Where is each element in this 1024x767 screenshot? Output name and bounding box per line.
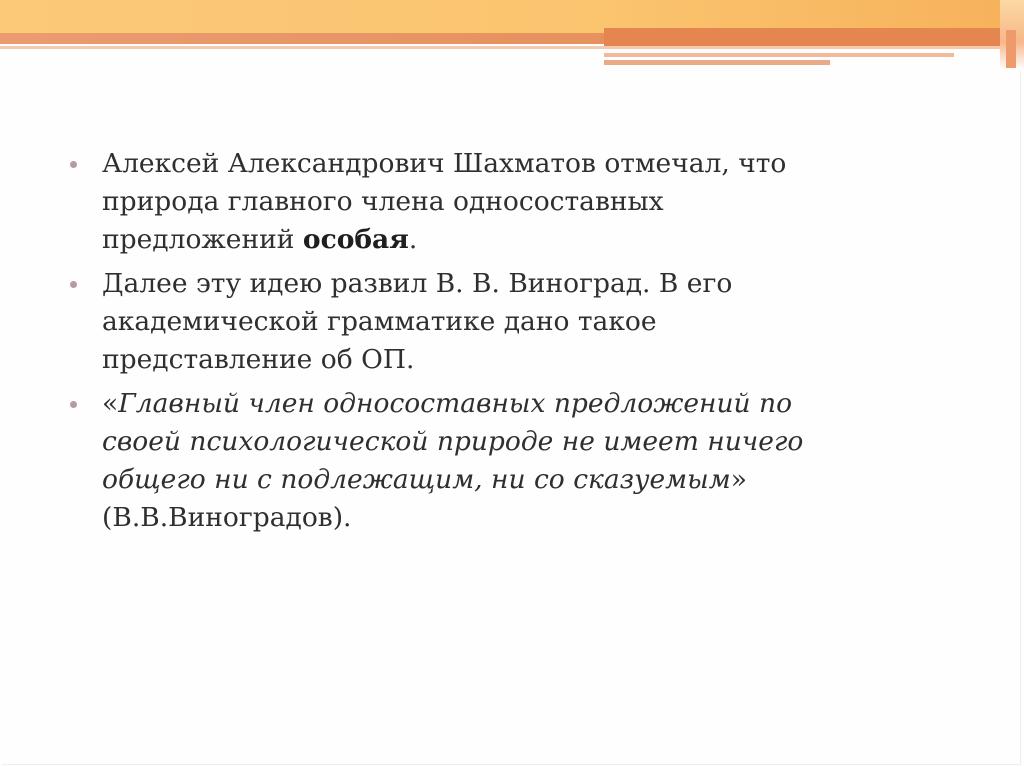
quote-line-3: общего ни с подлежащим, ни со сказуемым [102,464,731,495]
bullet-icon [70,281,77,288]
bullet-1-period: . [408,224,418,255]
bullet-2-line-2: академической грамматике дано такое [102,306,657,337]
bullet-2-line-3: представление об ОП. [102,344,415,375]
header-bar-strip-right [604,28,1010,48]
bullet-icon [70,161,77,168]
header-thin-line-1 [0,46,1010,49]
quote-open-mark: « [102,388,119,419]
bullet-1-line-2: природа главного члена односоставных [102,186,664,217]
header-thin-line-2 [604,53,954,57]
bullet-item-shakhmatov [70,145,930,259]
bullet-1-bold-word: особая [302,224,409,255]
quote-close-mark: » [730,464,747,495]
bullet-item-vinograd [70,265,930,379]
quote-line-2: своей психологической природе не имеет ничего [102,426,804,457]
header-thin-line-3 [604,60,830,65]
bullet-icon [70,401,77,408]
bullet-item-quote [70,385,930,537]
header-right-cap [1006,30,1016,68]
bullet-1-line-1: Алексей Александрович Шахматов отмечал, что [102,148,787,179]
bullet-2-line-1: Далее эту идею развил В. В. Виноград. В его [102,268,733,299]
quote-citation: (В.В.Виноградов). [102,502,352,533]
bullet-list [70,145,930,537]
bullet-1-line-3: предложений [102,224,303,255]
slide-body [70,145,930,543]
quote-line-1: Главный член односоставных предложений по [118,388,793,419]
